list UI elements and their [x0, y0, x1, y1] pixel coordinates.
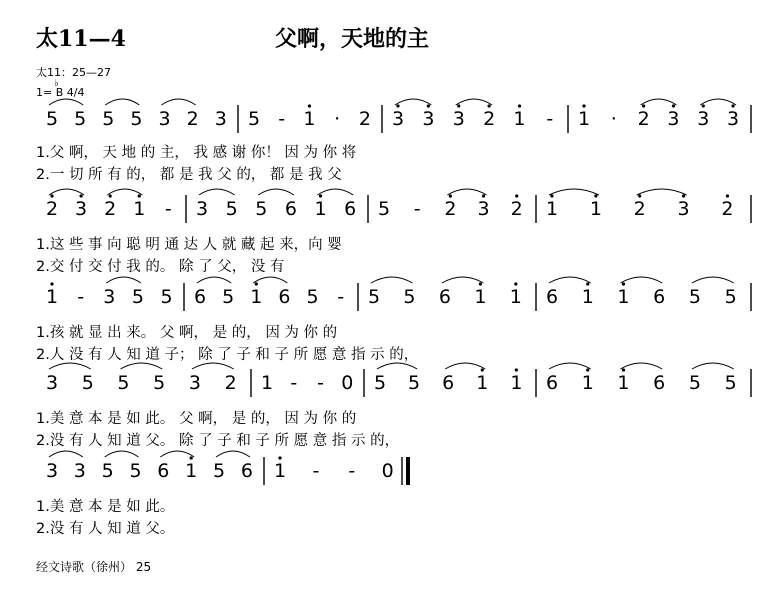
note-3: 3	[422, 108, 435, 130]
slur	[49, 189, 84, 195]
note-2: 2	[633, 198, 646, 220]
note-2: 2	[483, 108, 496, 130]
note-5: 5	[373, 372, 387, 394]
high-octave-dot	[518, 104, 521, 107]
note-3: 3	[45, 460, 59, 482]
note-3: 3	[727, 108, 740, 130]
note-5: 5	[247, 108, 261, 130]
note--: -	[77, 286, 85, 308]
high-octave-dot	[582, 104, 585, 107]
note-6: 6	[344, 198, 357, 220]
note-2: 2	[186, 108, 199, 130]
note-5: 5	[403, 286, 416, 308]
note-3: 3	[73, 460, 86, 482]
note--: -	[290, 372, 298, 394]
high-octave-dot	[642, 104, 645, 107]
lyrics-verse2-line3: 2.人 没 有 人 知 道 子； 除 了 子 和 子 所 愿 意 指 示 的，	[36, 347, 419, 363]
high-octave-dot	[672, 104, 675, 107]
slur	[216, 451, 250, 457]
note-1: 1	[617, 372, 630, 394]
high-octave-dot	[515, 368, 518, 371]
note--: -	[278, 108, 286, 130]
song-title: 父啊，天地的主	[275, 26, 430, 52]
note-6: 6	[653, 372, 666, 394]
note-5: 5	[81, 372, 94, 394]
note-·: ·	[334, 108, 341, 130]
note-·: ·	[610, 108, 617, 130]
note-3: 3	[188, 372, 202, 394]
high-octave-dot	[488, 104, 491, 107]
note-3: 3	[667, 108, 680, 130]
high-octave-dot	[515, 194, 518, 197]
note-1: 1	[513, 108, 526, 130]
song-number: 太11—4	[36, 26, 126, 52]
note-2: 2	[637, 108, 650, 130]
note-5: 5	[377, 198, 391, 220]
note-2: 2	[358, 108, 371, 130]
lyrics-verse1-line1: 1.父 啊， 天 地 的 主， 我 感 谢 你！ 因 为 你 将	[36, 145, 357, 161]
note-1: 1	[581, 372, 594, 394]
note-3: 3	[158, 108, 171, 130]
lyrics-verse1-line5: 1.美 意 本 是 如 此。	[36, 499, 175, 515]
note--: -	[348, 460, 356, 482]
slur	[456, 99, 492, 105]
high-octave-dot	[50, 282, 53, 285]
high-octave-dot	[255, 282, 258, 285]
note-5: 5	[45, 108, 59, 130]
note--: -	[164, 198, 172, 220]
note-5: 5	[255, 198, 268, 220]
note-6: 6	[240, 460, 253, 482]
note-5: 5	[408, 372, 421, 394]
note-5: 5	[212, 460, 226, 482]
slur	[445, 363, 485, 369]
high-octave-dot	[190, 456, 193, 459]
slur	[49, 99, 83, 105]
note-6: 6	[545, 286, 559, 308]
note-5: 5	[102, 108, 115, 130]
note-3: 3	[195, 198, 209, 220]
slur	[197, 277, 231, 283]
slur	[442, 277, 483, 283]
note-5: 5	[225, 198, 238, 220]
note-5: 5	[153, 372, 166, 394]
note-5: 5	[688, 372, 702, 394]
note-5: 5	[724, 372, 737, 394]
slur	[637, 189, 687, 195]
high-octave-dot	[481, 368, 484, 371]
slur	[692, 363, 734, 369]
note-5: 5	[117, 372, 130, 394]
high-octave-dot	[457, 104, 460, 107]
note-6: 6	[438, 286, 451, 308]
note-1: 1	[509, 286, 522, 308]
high-octave-dot	[278, 456, 281, 459]
high-octave-dot	[638, 194, 641, 197]
note-3: 3	[391, 108, 405, 130]
note-1: 1	[185, 460, 198, 482]
slur	[620, 277, 662, 283]
high-octave-dot	[396, 104, 399, 107]
note-0: 0	[381, 460, 394, 482]
note-3: 3	[697, 108, 710, 130]
source-footer: 经文诗歌（徐州） 25	[36, 560, 152, 574]
high-octave-dot	[731, 104, 734, 107]
lyrics-verse1-line4: 1.美 意 本 是 如 此。 父 啊， 是 的， 因 为 你 的	[36, 411, 357, 427]
slur	[107, 189, 142, 195]
slur	[105, 451, 139, 457]
note--: -	[312, 460, 320, 482]
note-3: 3	[103, 286, 116, 308]
high-octave-dot	[109, 194, 112, 197]
high-octave-dot	[586, 282, 589, 285]
note-1: 1	[510, 372, 523, 394]
slur	[160, 451, 194, 457]
high-octave-dot	[622, 368, 625, 371]
note-2: 2	[721, 198, 734, 220]
note-1: 1	[314, 198, 327, 220]
slur	[395, 99, 431, 105]
note-3: 3	[45, 372, 59, 394]
note-5: 5	[131, 286, 144, 308]
note-5: 5	[367, 286, 381, 308]
note-2: 2	[45, 198, 59, 220]
slur	[692, 277, 734, 283]
note-3: 3	[677, 198, 690, 220]
key-signature: 1= B 4/4	[36, 86, 85, 99]
high-octave-dot	[319, 194, 322, 197]
slur	[549, 189, 599, 195]
note-1: 1	[260, 372, 274, 394]
note-3: 3	[452, 108, 465, 130]
note-5: 5	[724, 286, 737, 308]
slur	[199, 189, 235, 195]
high-octave-dot	[726, 194, 729, 197]
note--: -	[413, 198, 421, 220]
note-5: 5	[222, 286, 235, 308]
high-octave-dot	[308, 104, 311, 107]
note--: -	[317, 372, 324, 394]
slur	[641, 99, 677, 105]
note-5: 5	[101, 460, 114, 482]
note-1: 1	[45, 286, 59, 308]
scripture-reference: 太11：25—27	[36, 66, 111, 79]
note-5: 5	[306, 286, 319, 308]
note-6: 6	[442, 372, 455, 394]
note-6: 6	[157, 460, 170, 482]
slur	[620, 363, 662, 369]
note-1: 1	[133, 198, 146, 220]
note-1: 1	[545, 198, 559, 220]
note-5: 5	[74, 108, 87, 130]
note-6: 6	[545, 372, 559, 394]
note-5: 5	[688, 286, 702, 308]
lyrics-verse1-line3: 1.孩 就 显 出 来。 父 啊， 是 的， 因 为 你 的	[36, 325, 338, 341]
note-6: 6	[653, 286, 666, 308]
note-1: 1	[303, 108, 316, 130]
slur	[371, 277, 412, 283]
note-2: 2	[444, 198, 457, 220]
note-1: 1	[617, 286, 630, 308]
slur	[49, 451, 83, 457]
note-3: 3	[477, 198, 490, 220]
lyrics-verse1-line2: 1.这 些 事 向 聪 明 通 达 人 就 藏 起 来，向 婴	[36, 237, 342, 253]
lyrics-verse2-line2: 2.交 付 交 付 我 的。 除 了 父， 没 有	[36, 259, 285, 275]
high-octave-dot	[702, 104, 705, 107]
note-6: 6	[284, 198, 297, 220]
lyrics-verse2-line5: 2.没 有 人 知 道 父。	[36, 521, 175, 537]
slur	[318, 189, 354, 195]
high-octave-dot	[514, 282, 517, 285]
high-octave-dot	[586, 368, 589, 371]
high-octave-dot	[449, 194, 452, 197]
slur	[258, 189, 294, 195]
note--: -	[337, 286, 345, 308]
slur	[253, 277, 287, 283]
note-1: 1	[577, 108, 591, 130]
high-octave-dot	[550, 194, 553, 197]
high-octave-dot	[138, 194, 141, 197]
high-octave-dot	[479, 282, 482, 285]
slur	[105, 99, 139, 105]
note-1: 1	[476, 372, 489, 394]
note-0: 0	[341, 372, 354, 394]
note-2: 2	[104, 198, 117, 220]
slur	[162, 99, 196, 105]
slur	[106, 277, 141, 283]
slur	[700, 99, 736, 105]
note-5: 5	[160, 286, 173, 308]
slur	[549, 277, 591, 283]
note-5: 5	[130, 108, 143, 130]
high-octave-dot	[482, 194, 485, 197]
note-2: 2	[510, 198, 523, 220]
high-octave-dot	[594, 194, 597, 197]
flat-sign: ♭	[54, 78, 59, 89]
slur	[549, 363, 591, 369]
note-1: 1	[273, 460, 287, 482]
high-octave-dot	[50, 194, 53, 197]
note-6: 6	[278, 286, 291, 308]
note-6: 6	[193, 286, 207, 308]
high-octave-dot	[622, 282, 625, 285]
note-2: 2	[224, 372, 237, 394]
note-1: 1	[581, 286, 594, 308]
note-3: 3	[75, 198, 88, 220]
note-1: 1	[589, 198, 602, 220]
lyrics-verse2-line4: 2.没 有 人 知 道 父。 除 了 子 和 子 所 愿 意 指 示 的，	[36, 433, 400, 449]
lyrics-verse2-line1: 2.一 切 所 有 的， 都 是 我 父 的， 都 是 我 父	[36, 167, 342, 183]
note-1: 1	[250, 286, 263, 308]
high-octave-dot	[427, 104, 430, 107]
note-1: 1	[474, 286, 487, 308]
note-3: 3	[214, 108, 227, 130]
high-octave-dot	[79, 194, 82, 197]
slur	[447, 189, 486, 195]
high-octave-dot	[682, 194, 685, 197]
note--: -	[546, 108, 554, 130]
note-5: 5	[129, 460, 142, 482]
